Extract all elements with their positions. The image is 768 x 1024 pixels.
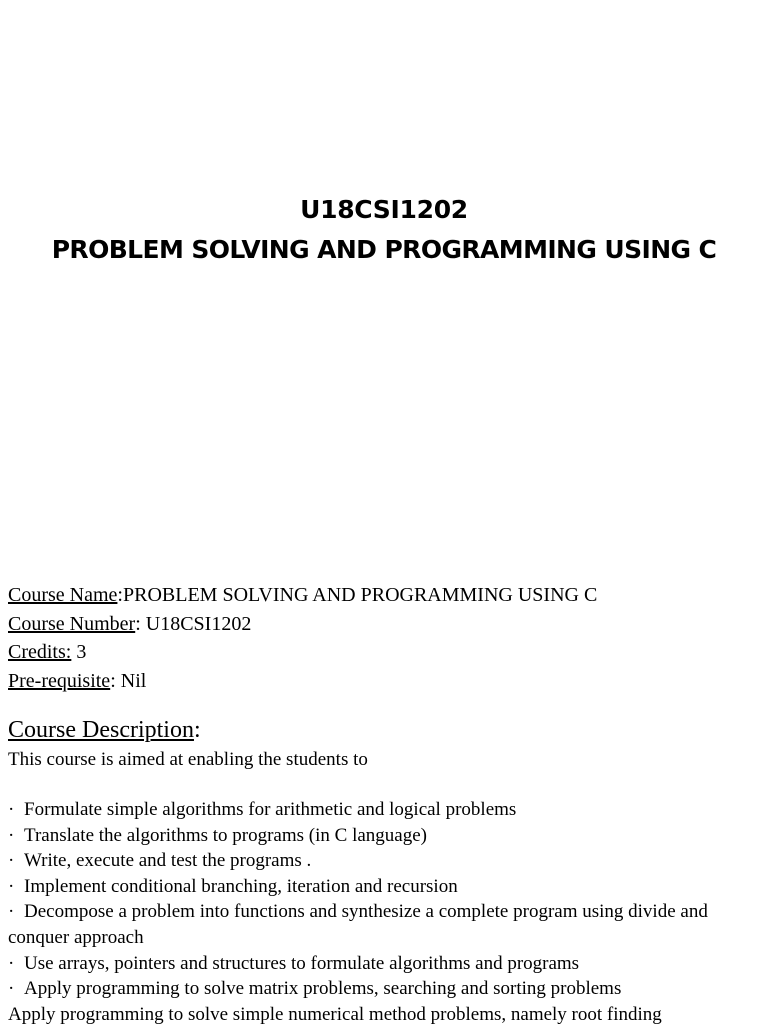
list-item	[8, 874, 768, 900]
title-block	[0, 190, 768, 270]
course-name-key: Course Name	[8, 584, 118, 606]
bullet-icon: ·	[8, 875, 15, 897]
bullet-icon: ·	[8, 799, 15, 820]
objective-text: Apply programming to solve matrix problems, searching and sorting problems	[24, 978, 622, 1000]
credits-value: 3	[71, 641, 87, 663]
course-name-sep: :	[117, 584, 123, 606]
objective-text: Write, execute and test the programs .	[24, 850, 312, 872]
course-description-sep: :	[193, 717, 201, 743]
list-item	[8, 848, 768, 874]
course-number-sep: :	[135, 612, 141, 635]
objective-text: Implement conditional branching, iteration and recursion	[24, 875, 458, 897]
credits-row	[8, 638, 768, 667]
cutoff-text-line: Apply programming to solve simple numerical method problems, namely root finding	[8, 1003, 662, 1024]
list-item	[8, 951, 768, 977]
prerequisite-key: Pre-requisite	[8, 669, 111, 692]
list-item	[8, 797, 768, 823]
course-description-intro: This course is aimed at enabling the students to	[8, 749, 368, 770]
objective-text: Decompose a problem into functions and synthesize a complete program using divide and conquer approach	[8, 901, 708, 948]
course-description-key: Course Description	[8, 717, 194, 743]
credits-key: Credits:	[8, 641, 72, 663]
course-number-row	[8, 610, 768, 639]
prerequisite-value: Nil	[115, 669, 147, 692]
objective-text: Formulate simple algorithms for arithmetic and logical problems	[24, 799, 517, 820]
bullet-icon: ·	[8, 824, 15, 846]
list-item	[8, 976, 768, 1002]
course-name-value: PROBLEM SOLVING AND PROGRAMMING USING C	[122, 584, 598, 606]
course-description-heading	[8, 713, 768, 747]
bullet-icon: ·	[8, 850, 15, 872]
objectives-list	[8, 797, 768, 1002]
bullet-icon: ·	[8, 952, 15, 974]
prerequisite-row	[8, 667, 768, 696]
objective-text: Translate the algorithms to programs (in C language)	[24, 824, 427, 846]
bullet-icon: ·	[8, 978, 15, 1000]
course-name-row	[8, 581, 768, 610]
course-number-value: U18CSI1202	[140, 612, 252, 635]
bullet-icon: ·	[8, 901, 15, 923]
list-item	[8, 823, 768, 849]
prerequisite-sep: :	[110, 669, 116, 692]
course-name-title: PROBLEM SOLVING AND PROGRAMMING USING C	[51, 235, 717, 264]
course-code-title: U18CSI1202	[300, 195, 468, 224]
course-details	[8, 581, 768, 1024]
objective-text: Use arrays, pointers and structures to formulate algorithms and programs	[24, 952, 580, 974]
course-number-key: Course Number	[8, 612, 136, 635]
list-item	[8, 899, 768, 950]
